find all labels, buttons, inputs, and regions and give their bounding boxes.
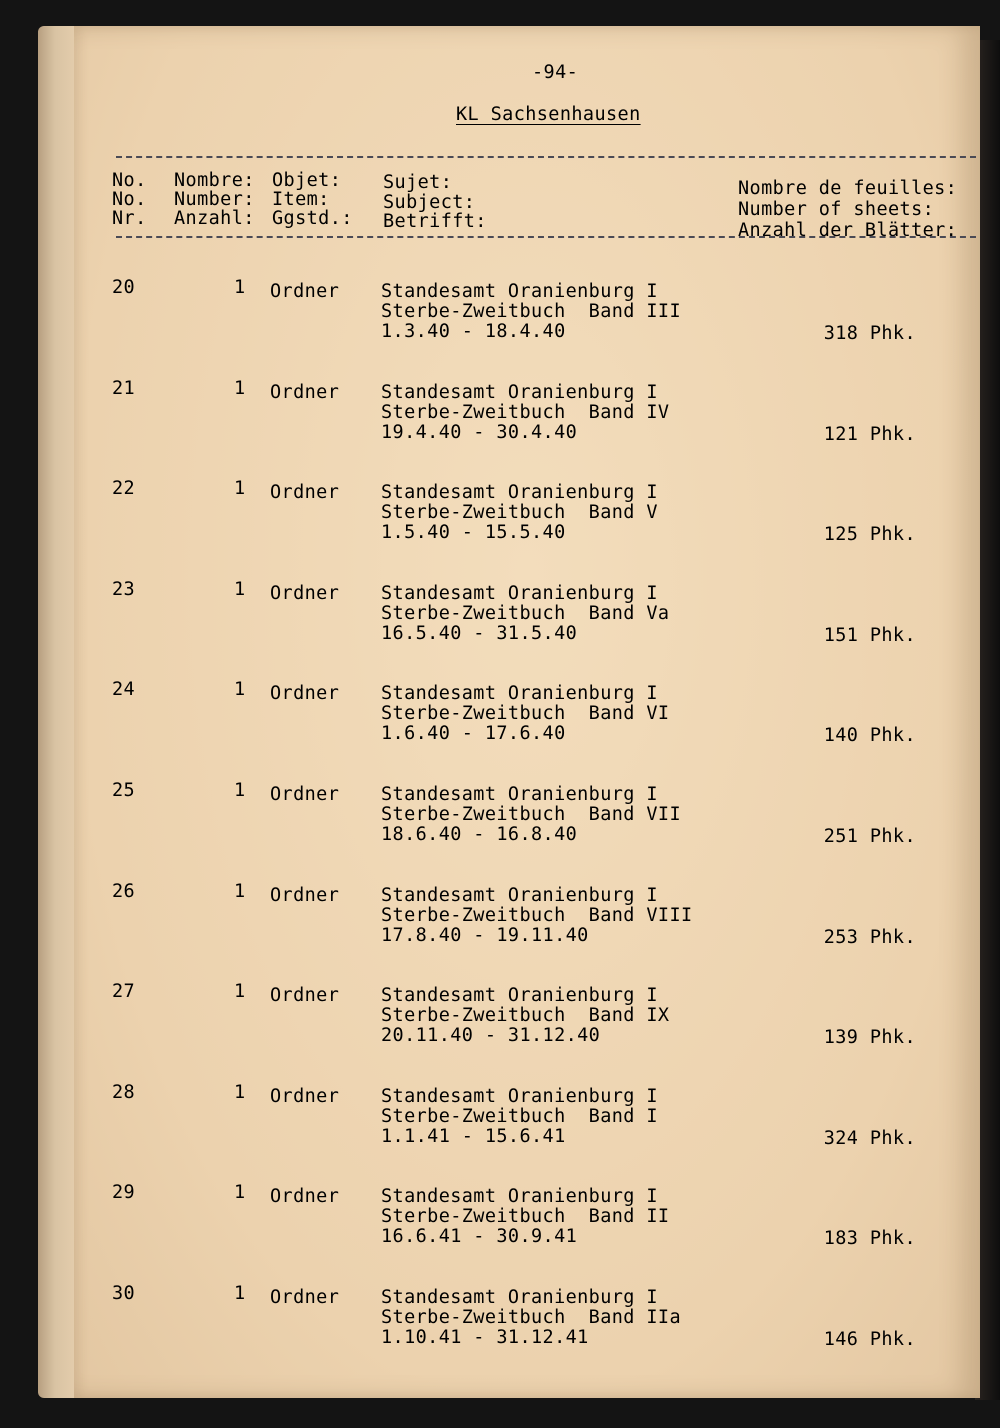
entry-sheet-count: 140 Phk.: [823, 725, 916, 747]
entry-subject-office: Standesamt Oranienburg I: [381, 482, 658, 504]
entry-item: Ordner: [270, 985, 340, 1007]
entry-item: Ordner: [270, 884, 340, 906]
entry-number: 27: [112, 981, 136, 1003]
list-item: [0, 1082, 1000, 1182]
entry-subject-office: Standesamt Oranienburg I: [381, 582, 658, 604]
entry-sheet-count: 146 Phk.: [823, 1329, 916, 1350]
entry-sheet-count: 139 Phk.: [823, 1027, 916, 1049]
header-sheets-fr: Nombre de feuilles:: [738, 178, 958, 199]
list-item: [0, 277, 1000, 377]
entry-number: 20: [112, 277, 136, 298]
list-item: [0, 1182, 1000, 1282]
entry-sheet-count: 183 Phk.: [823, 1228, 916, 1250]
entry-sheet-count: 151 Phk.: [823, 624, 916, 646]
list-item: [0, 378, 1000, 478]
entry-subject-dates: 19.4.40 - 30.4.40: [381, 421, 578, 443]
entry-subject-book: Sterbe-Zweitbuch Band V: [381, 502, 658, 524]
entry-number: 25: [112, 780, 136, 801]
entry-subject-book: Sterbe-Zweitbuch Band IV: [381, 401, 670, 423]
header-top-rule: [116, 156, 976, 158]
entry-subject-office: Standesamt Oranienburg I: [381, 1287, 658, 1308]
header-item-en: Item:: [272, 189, 330, 210]
entry-quantity: 1: [234, 277, 246, 298]
header-no-de: Nr.: [112, 208, 147, 229]
entry-subject-book: Sterbe-Zweitbuch Band I: [381, 1105, 658, 1127]
entry-subject-book: Sterbe-Zweitbuch Band III: [381, 301, 681, 322]
entry-number: 29: [112, 1182, 136, 1204]
entry-quantity: 1: [234, 780, 246, 801]
header-count-fr: Nombre:: [174, 170, 255, 191]
entry-subject-office: Standesamt Oranienburg I: [381, 281, 658, 302]
list-item: [0, 780, 1000, 880]
entry-subject-book: Sterbe-Zweitbuch Band IX: [381, 1005, 670, 1027]
entry-sheet-count: 253 Phk.: [823, 926, 916, 948]
entry-number: 23: [112, 578, 136, 600]
page-title: KL Sachsenhausen: [456, 104, 641, 125]
entry-subject-office: Standesamt Oranienburg I: [381, 784, 658, 805]
entry-number: 26: [112, 880, 136, 902]
entry-subject-office: Standesamt Oranienburg I: [381, 985, 658, 1007]
entry-subject-dates: 1.10.41 - 31.12.41: [381, 1327, 589, 1348]
entry-subject-dates: 18.6.40 - 16.8.40: [381, 824, 578, 845]
entry-item: Ordner: [270, 784, 340, 805]
entry-item: Ordner: [270, 281, 340, 302]
entry-quantity: 1: [234, 1081, 246, 1103]
header-no-fr: No.: [112, 170, 147, 191]
entry-subject-office: Standesamt Oranienburg I: [381, 683, 658, 705]
entry-quantity: 1: [234, 679, 246, 701]
entry-subject-book: Sterbe-Zweitbuch Band Va: [381, 602, 670, 624]
header-count-de: Anzahl:: [174, 208, 255, 229]
entry-subject-book: Sterbe-Zweitbuch Band VIII: [381, 904, 693, 926]
header-item-fr: Objet:: [272, 170, 342, 191]
entry-item: Ordner: [270, 1085, 340, 1107]
header-sheets-en: Number of sheets:: [738, 199, 935, 220]
entry-quantity: 1: [234, 377, 246, 399]
list-item: [0, 1283, 1000, 1383]
entry-sheet-count: 121 Phk.: [823, 423, 916, 445]
entry-subject-book: Sterbe-Zweitbuch Band IIa: [381, 1307, 681, 1328]
entry-number: 21: [112, 377, 136, 399]
entry-sheet-count: 318 Phk.: [823, 323, 916, 344]
entry-subject-dates: 1.1.41 - 15.6.41: [381, 1125, 566, 1147]
entry-quantity: 1: [234, 478, 246, 500]
entry-subject-book: Sterbe-Zweitbuch Band II: [381, 1206, 670, 1228]
entry-subject-office: Standesamt Oranienburg I: [381, 1085, 658, 1107]
entry-subject-book: Sterbe-Zweitbuch Band VI: [381, 703, 670, 725]
entry-number: 28: [112, 1081, 136, 1103]
entry-quantity: 1: [234, 981, 246, 1003]
entry-quantity: 1: [234, 578, 246, 600]
entry-subject-office: Standesamt Oranienburg I: [381, 884, 658, 906]
entry-sheet-count: 125 Phk.: [823, 524, 916, 546]
entry-item: Ordner: [270, 381, 340, 403]
list-item: [0, 478, 1000, 578]
entry-quantity: 1: [234, 880, 246, 902]
header-no-en: No.: [112, 189, 147, 210]
entry-number: 22: [112, 478, 136, 500]
entry-subject-dates: 16.6.41 - 30.9.41: [381, 1226, 578, 1248]
header-count-en: Number:: [174, 189, 255, 210]
entry-number: 30: [112, 1283, 136, 1304]
header-subject-fr: Sujet:: [383, 172, 453, 193]
entry-subject-dates: 1.5.40 - 15.5.40: [381, 522, 566, 544]
entry-item: Ordner: [270, 1287, 340, 1308]
entry-subject-dates: 20.11.40 - 31.12.40: [381, 1025, 601, 1047]
header-subject-en: Subject:: [383, 192, 476, 213]
header-bottom-rule: [116, 236, 976, 238]
page-number: -94-: [532, 62, 579, 83]
list-item: [0, 981, 1000, 1081]
entry-quantity: 1: [234, 1182, 246, 1204]
entry-subject-office: Standesamt Oranienburg I: [381, 1186, 658, 1208]
entry-item: Ordner: [270, 582, 340, 604]
entry-item: Ordner: [270, 482, 340, 504]
entry-subject-dates: 17.8.40 - 19.11.40: [381, 924, 589, 946]
list-item: [0, 579, 1000, 679]
entry-subject-dates: 1.6.40 - 17.6.40: [381, 723, 566, 745]
entry-subject-book: Sterbe-Zweitbuch Band VII: [381, 804, 681, 825]
entry-sheet-count: 251 Phk.: [823, 826, 916, 847]
entry-subject-dates: 16.5.40 - 31.5.40: [381, 622, 578, 644]
entry-item: Ordner: [270, 1186, 340, 1208]
list-item: [0, 679, 1000, 779]
entry-item: Ordner: [270, 683, 340, 705]
header-item-de: Ggstd.:: [272, 208, 353, 229]
entry-subject-office: Standesamt Oranienburg I: [381, 381, 658, 403]
entry-number: 24: [112, 679, 136, 701]
entry-sheet-count: 324 Phk.: [823, 1127, 916, 1149]
entry-subject-dates: 1.3.40 - 18.4.40: [381, 321, 566, 342]
header-sheets-de: Anzahl der Blätter:: [738, 220, 958, 241]
entry-quantity: 1: [234, 1283, 246, 1304]
list-item: [0, 881, 1000, 981]
header-subject-de: Betrifft:: [383, 211, 487, 232]
